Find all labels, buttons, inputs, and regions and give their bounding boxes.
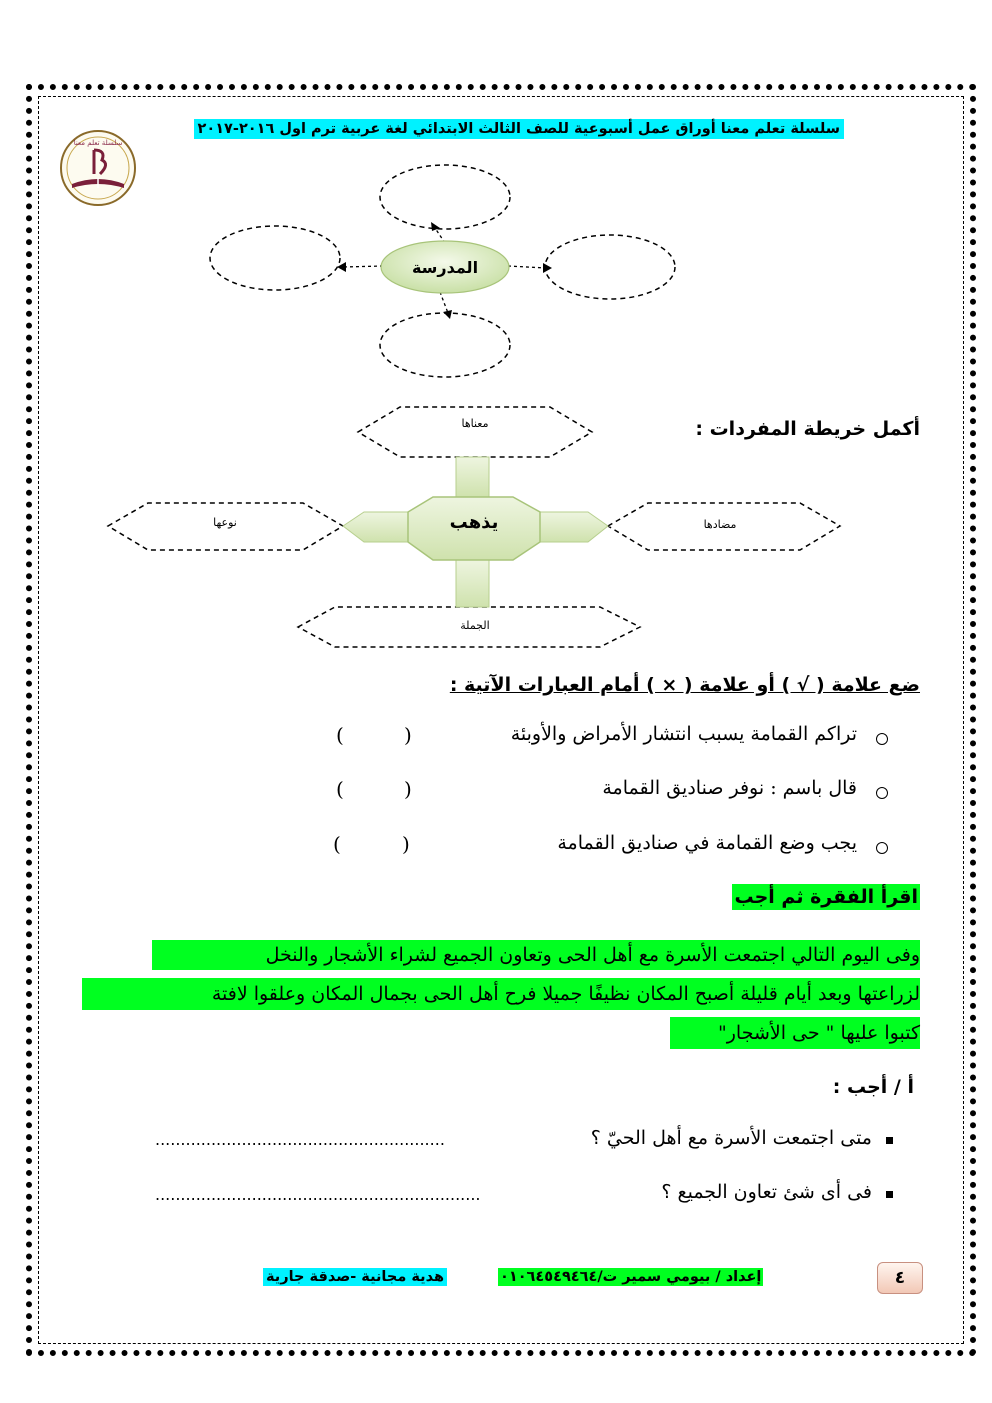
vocab-top-box[interactable] — [358, 407, 592, 457]
bullet-circle-icon — [876, 733, 888, 745]
truefalse-instruction: ضع علامة ( √ ) أو علامة ( × ) أمام العبارات الآتية : — [449, 674, 920, 696]
vocab-arm-bottom — [456, 560, 489, 607]
statement-2: قال باسم : نوفر صناديق القمامة — [602, 777, 857, 799]
bullet-circle-icon — [876, 787, 888, 799]
question-1-text: متى اجتمعت الأسرة مع أهل الحيّ ؟ — [590, 1127, 872, 1149]
series-title: سلسلة تعلم معنا أوراق عمل أسبوعية للصف الثالث الابتدائي لغة عربية ترم اول ٢٠١٦-٢٠١٧ — [194, 119, 845, 139]
logo — [58, 128, 138, 208]
answer-close-paren: ( — [333, 832, 341, 856]
vocab-top-label: معناها — [461, 417, 489, 430]
footer-gift: هدية مجانية -صدقة جارية — [263, 1268, 447, 1286]
reading-line-1: وفى اليوم التالي اجتمعت الأسرة مع أهل الحى وتعاون الجميع لشراء الأشجار والنخل — [152, 940, 920, 970]
bullet-square-icon — [886, 1137, 893, 1144]
answer-close-paren: ( — [336, 723, 344, 747]
answer-open-paren: ) — [404, 723, 412, 747]
vocab-instruction: أكمل خريطة المفردات : — [695, 418, 920, 440]
question-1-answer-line[interactable]: ......................................................... — [155, 1130, 445, 1149]
vocab-arm-top — [456, 457, 489, 497]
vocab-arm-left — [343, 512, 410, 542]
vocab-map — [100, 400, 850, 650]
vocab-bottom-label: الجملة — [460, 619, 490, 632]
mindmap-bottom-blank[interactable] — [380, 313, 510, 377]
vocab-left-label: نوعها — [213, 516, 237, 529]
vocab-arm-right — [538, 512, 608, 542]
mindmap-right-blank[interactable] — [545, 235, 675, 299]
answer-open-paren: ) — [402, 832, 410, 856]
mindmap-top-blank[interactable] — [380, 165, 510, 229]
page-number-badge: ٤ — [877, 1262, 923, 1294]
answer-open-paren: ) — [404, 777, 412, 801]
reading-instruction: اقرأ الفقرة ثم أجب — [734, 886, 918, 908]
logo-text: سلسلة تعلم معنا — [73, 139, 123, 147]
mindmap-center-label: المدرسة — [411, 258, 479, 277]
question-2-answer-line[interactable]: ................................................................ — [155, 1185, 481, 1204]
statement-1: تراكم القمامة يسبب انتشار الأمراض والأوبئة — [510, 723, 857, 745]
question-2-text: فى أى شئ تعاون الجميع ؟ — [661, 1181, 872, 1203]
statement-3: يجب وضع القمامة في صناديق القمامة — [557, 832, 857, 854]
vocab-center-label: يذهب — [449, 512, 499, 533]
answer-close-paren: ( — [336, 777, 344, 801]
bullet-square-icon — [886, 1191, 893, 1198]
questions-heading: أ / أجب : — [832, 1076, 914, 1098]
logo-emblem — [58, 128, 138, 208]
reading-line-3: كتبوا عليها " حى الأشجار" — [670, 1017, 920, 1049]
footer-author: إعداد / بيومي سمير ت/٠١٠٦٤٥٤٩٤٦٤ — [500, 1269, 762, 1285]
vocab-right-label: مضادها — [703, 518, 737, 531]
reading-line-2: لزراعتها وبعد أيام قليلة أصبح المكان نظيفًا جميلا فرح أهل الحى بجمال المكان وعلقوا لافتة — [82, 978, 920, 1010]
mindmap-left-blank[interactable] — [210, 226, 340, 290]
bullet-circle-icon — [876, 842, 888, 854]
mindmap-school — [200, 160, 690, 380]
